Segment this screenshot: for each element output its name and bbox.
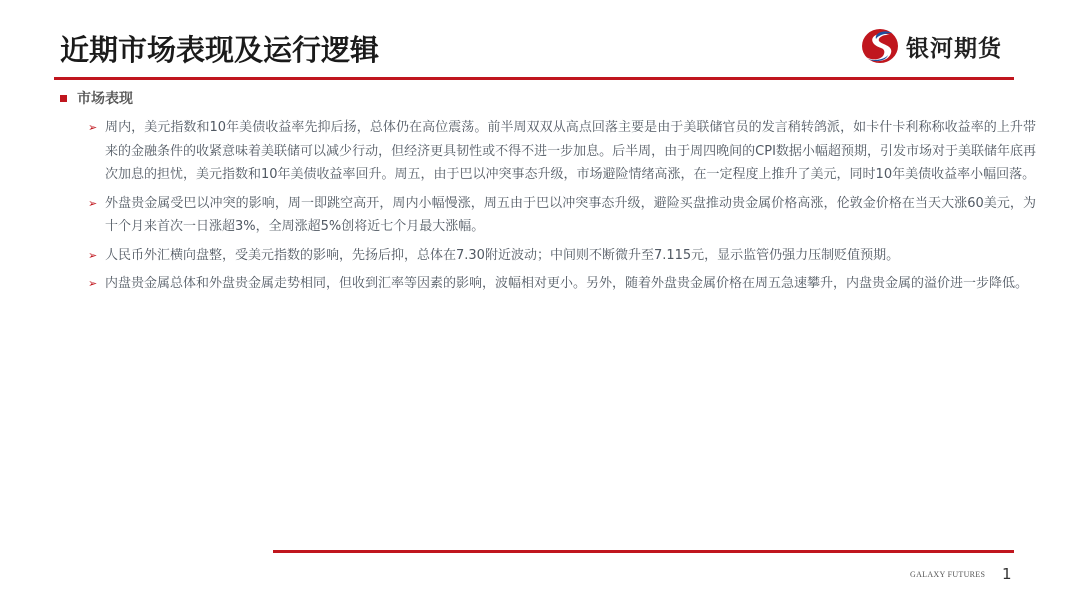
bullet-text: 内盘贵金属总体和外盘贵金属走势相同，但收到汇率等因素的影响，波幅相对更小。另外，随着外盘贵金属价格在周五急速攀升，内盘贵金属的溢价进一步降低。 <box>105 276 1029 291</box>
list-item <box>88 116 1036 187</box>
company-logo <box>860 26 1020 66</box>
arrow-bullet-icon: ➢ <box>88 248 98 262</box>
section-label: 市场表现 <box>77 91 133 107</box>
page-number: 1 <box>1002 565 1012 583</box>
list-item <box>88 192 1036 239</box>
header-divider <box>54 77 1014 80</box>
bullet-text: 人民币外汇横向盘整，受美元指数的影响，先扬后抑，总体在7.30附近波动；中间则不断微升至7.115元，显示监管仍强力压制贬值预期。 <box>105 247 900 263</box>
arrow-bullet-icon: ➢ <box>88 121 98 134</box>
list-item <box>88 272 1036 296</box>
bullet-text: 外盘贵金属受巴以冲突的影响，周一即跳空高开，周内小幅慢涨，周五由于巴以冲突事态升级，避险买盘推动贵金属价格高涨，伦敦金价格在当天大涨60美元，为十个月来首次一日涨超3%，全周涨超5%创将近七个月最大涨幅。 <box>105 195 1036 234</box>
footer-brand: GALAXY FUTURES <box>910 570 986 579</box>
slide-title: 近期市场表现及运行逻辑 <box>60 33 380 67</box>
bullet-text: 周内，美元指数和10年美债收益率先抑后扬，总体仍在高位震荡。前半周双双从高点回落主要是由于美联储官员的发言稍转鸽派，如卡什卡利称称收益率的上升带来的金融条件的收紧意味着美联储可以减少行动，但经济更具韧性或不得不进一步加息。后半周，由于周四晚间的CPI数据小幅超预期，引发市场对于美联储年底再次加息的担忧，美元指数和10年美债收益率回升。周五，由于巴以冲突事态升级，市场避险情绪高涨，在一定程度上推升了美元，同时10年美债收益率小幅回落。 <box>105 120 1036 182</box>
list-item <box>88 244 1036 268</box>
arrow-bullet-icon: ➢ <box>88 196 98 210</box>
bullet-list <box>88 116 1036 301</box>
galaxy-futures-logo-icon <box>860 27 900 65</box>
square-bullet-icon <box>60 95 67 102</box>
logo-text: 银河期货 <box>906 35 1002 62</box>
arrow-bullet-icon: ➢ <box>88 277 98 290</box>
section-heading <box>60 88 133 108</box>
footer-divider <box>273 550 1014 553</box>
